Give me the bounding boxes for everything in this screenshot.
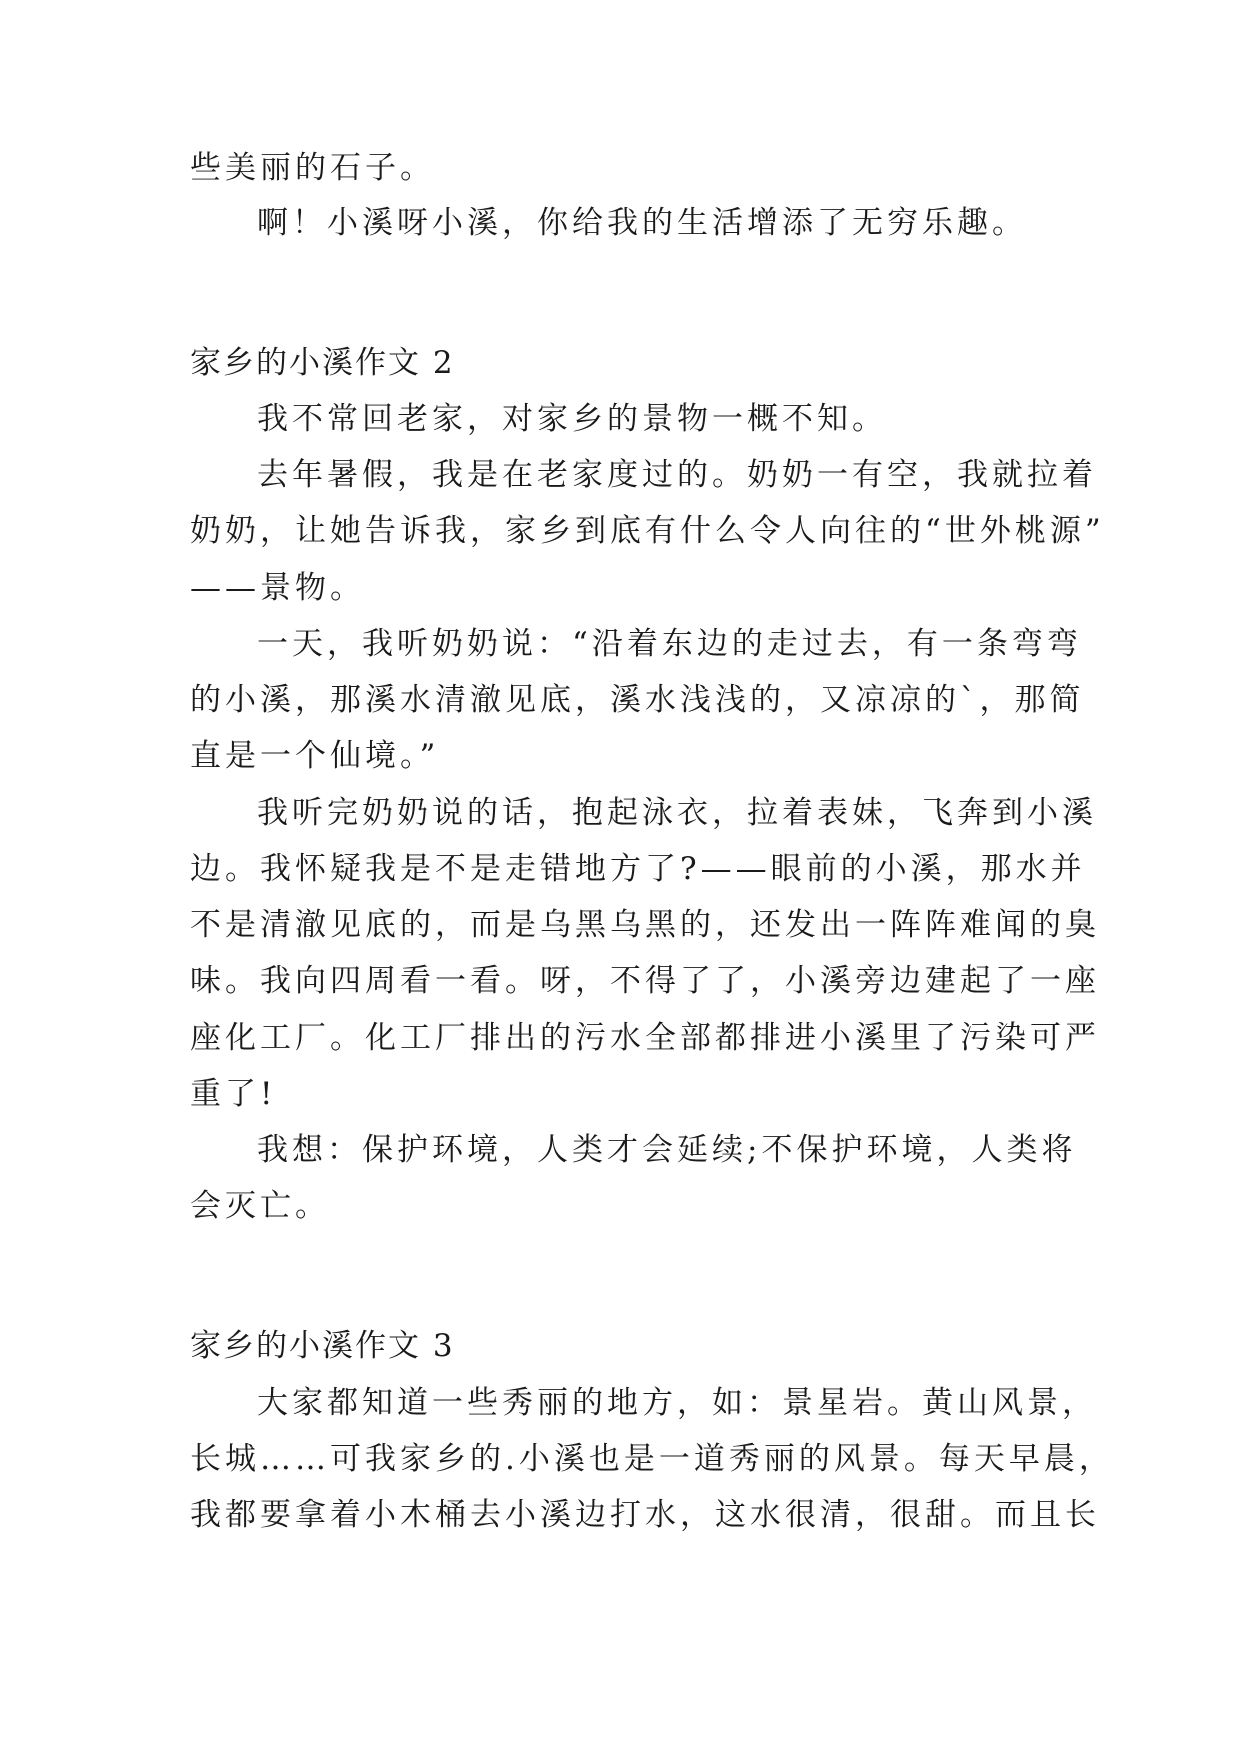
- text-line: 会灭亡。: [190, 1188, 330, 1224]
- text-line: ——景物。: [190, 570, 365, 606]
- section-heading: 家乡的小溪作文 2: [190, 345, 455, 381]
- text-line: 边。我怀疑我是不是走错地方了?——眼前的小溪，那水并: [190, 851, 1086, 887]
- text-line: 奶奶，让她告诉我，家乡到底有什么令人向往的“世外桃源”: [190, 513, 1105, 549]
- text-line: 一天，我听奶奶说：“沿着东边的走过去，有一条弯弯: [257, 626, 1082, 662]
- text-line: 的小溪，那溪水清澈见底，溪水浅浅的，又凉凉的`，那简: [190, 682, 1085, 718]
- text-line: 我不常回老家，对家乡的景物一概不知。: [257, 401, 887, 437]
- section-heading: 家乡的小溪作文 3: [190, 1328, 455, 1364]
- text-line: 长城……可我家乡的.小溪也是一道秀丽的风景。每天早晨，: [190, 1441, 1114, 1477]
- text-line: 重了!: [190, 1076, 277, 1112]
- text-line: 我都要拿着小木桶去小溪边打水，这水很清，很甜。而且长: [190, 1497, 1100, 1533]
- text-line: 座化工厂。化工厂排出的污水全部都排进小溪里了污染可严: [190, 1020, 1100, 1056]
- text-line: 我听完奶奶说的话，抱起泳衣，拉着表妹，飞奔到小溪: [257, 795, 1097, 831]
- text-line: 味。我向四周看一看。呀，不得了了，小溪旁边建起了一座: [190, 963, 1100, 999]
- text-line: 不是清澈见底的，而是乌黑乌黑的，还发出一阵阵难闻的臭: [190, 907, 1100, 943]
- text-line: 我想：保护环境，人类才会延续;不保护环境，人类将: [257, 1132, 1077, 1168]
- text-line: 大家都知道一些秀丽的地方，如：景星岩。黄山风景，: [257, 1385, 1097, 1421]
- text-line: 啊！小溪呀小溪，你给我的生活增添了无穷乐趣。: [257, 205, 1027, 241]
- text-line: 些美丽的石子。: [190, 150, 435, 186]
- text-line: 去年暑假，我是在老家度过的。奶奶一有空，我就拉着: [257, 457, 1097, 493]
- text-line: 直是一个仙境。”: [190, 738, 440, 774]
